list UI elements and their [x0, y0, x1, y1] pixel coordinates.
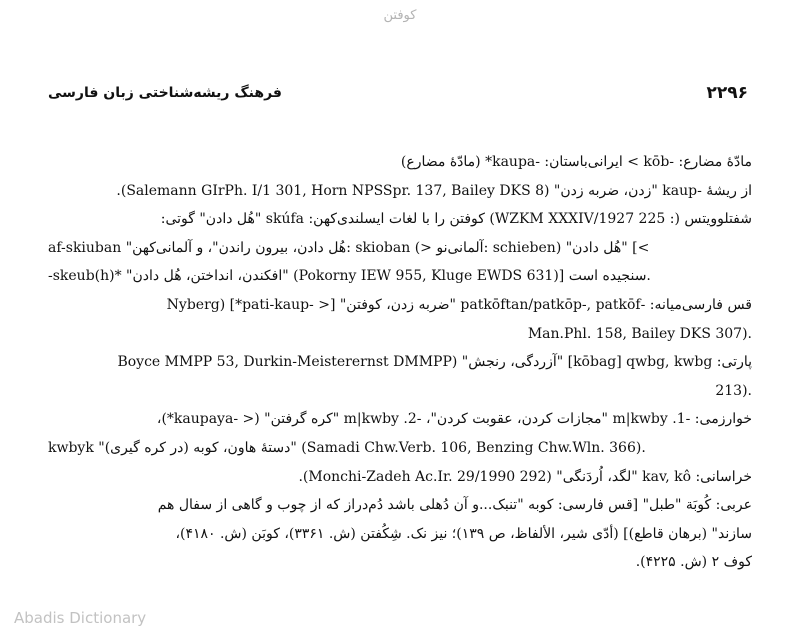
entry-line: از ریشهٔ -kaup "زدن، ضربه زدن" (Salemann GIrPh. I/1 301, Horn NPSSpr. 137, Bailey DKS 8). — [116, 182, 752, 199]
entry-line: عربی: کُوبَة "طبل" [قس فارسی: کوبه "تنبک...و آن دُهلی باشد دُم‌دراز که از چوب و گاهی از سفال هم — [157, 497, 752, 514]
entry-line: سازند" (برهان قاطع)] (أدّی شیر، الألفاظ، ص ۱۳۹)؛ نیز نک. شِکُفتن (ش. ۳۳۶۱)، کوبَن (ش. ۴۱۸۰)، — [175, 525, 752, 542]
entry-line: خوارزمی: -1. m|kwby "مجازات کردن، عقوبت کردن"، -2. m|kwby "کره گرفتن" (< -kaupaya*)، — [156, 411, 752, 428]
dictionary-entry — [48, 148, 752, 577]
headword: کوفتن — [383, 8, 417, 23]
entry-line: پارتی: kōbag] qwbg, kwbg] "آزردگی، رنجش" (Boyce MMPP 53, Durkin-Meisterernst DMMPP — [117, 354, 752, 371]
entry-line: Man.Phl. 158, Bailey DKS 307). — [527, 325, 752, 342]
entry-line: 213). — [715, 382, 752, 399]
entry-line: کوف ۲ (ش. ۴۲۲۵). — [635, 554, 752, 571]
watermark: Abadis Dictionary — [14, 609, 147, 627]
entry-line: شفتلوویتس (: WZKM XXXIV/1927 225) کوفتن را با لغات ایسلندی‌کهن: skúfa "هُل دادن" گوتی: — [160, 211, 752, 228]
entry-line: مادّهٔ مضارع: -kōb > ایرانی‌باستان: -kaupa* (مادّهٔ مضارع) — [400, 154, 752, 170]
entry-line: kwbyk "دستهٔ هاون، کوبه (در کره گیری)" (Samadi Chw.Verb. 106, Benzing Chw.Wln. 366). — [48, 439, 646, 456]
entry-line: قس فارسی‌میانه: -patkōftan/patkōp-, patkōf "ضربه زدن، کوفتن" [< -pati-kaup*] (Nyberg — [166, 296, 752, 313]
book-title: فرهنگ ریشه‌شناختی زبان فارسی — [48, 85, 282, 101]
page-header — [48, 80, 748, 106]
entry-line: خراسانی: kav, kô "لگد، اُردَنگی" (Monchi-Zadeh Ac.Ir. 29/1990 292). — [298, 468, 752, 485]
page-number: ۲۲۹۶ — [706, 83, 748, 103]
entry-line: af-skiuban "هُل دادن، بیرون راندن"، و آلمانی‌کهن: skioban (> آلمانی‌نو: schieben) "هُل دادن" [< — [48, 239, 650, 256]
entry-line: -skeub(h)* "افکندن، انداختن، هُل دادن" (Pokorny IEW 955, Kluge EWDS 631)] سنجیده است. — [48, 268, 651, 285]
